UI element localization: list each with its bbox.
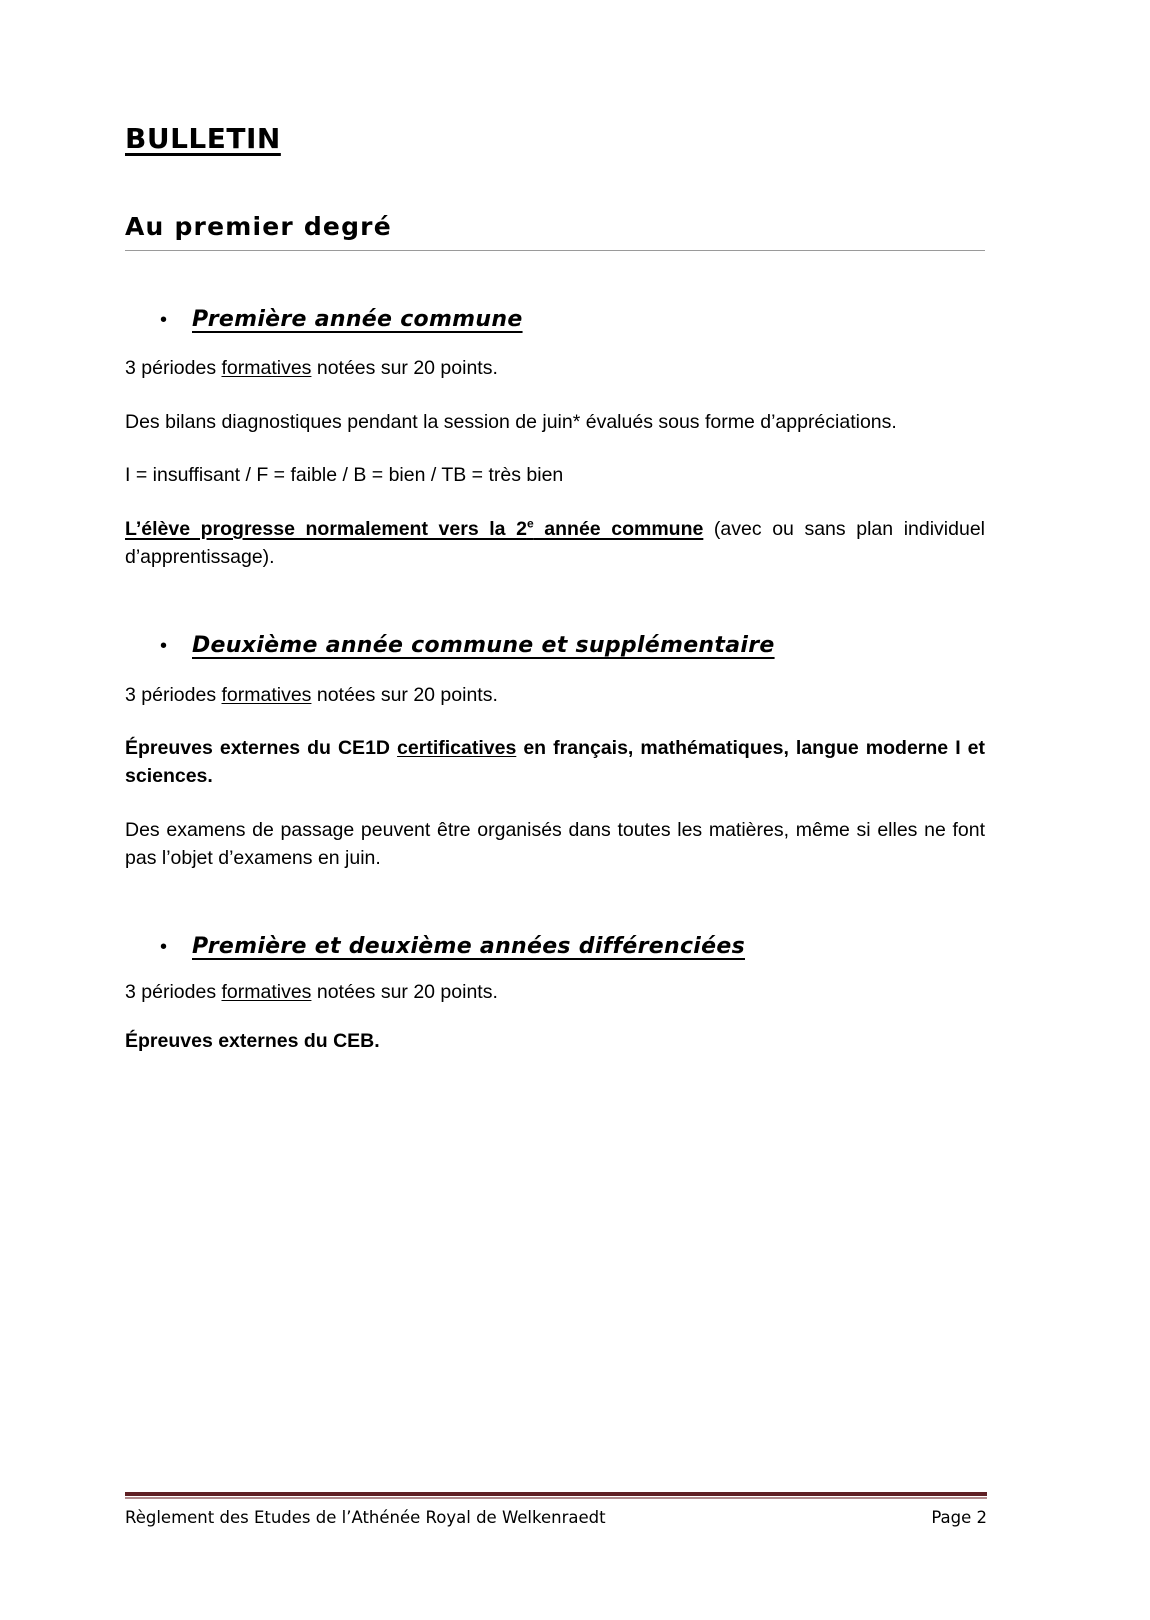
page-title xyxy=(125,0,985,155)
text-underlined-formatives: formatives xyxy=(221,683,312,706)
footer-document-name: Règlement des Etudes de l’Athénée Royal de Welkenraedt xyxy=(125,1507,606,1527)
section-heading: Au premier degré xyxy=(125,155,985,251)
text-fragment: notées sur 20 points. xyxy=(311,980,498,1003)
bullet-dot-icon: • xyxy=(160,308,168,331)
bullet-heading-deuxieme-annee-commune xyxy=(125,633,985,659)
paragraph-examens-de-passage: Des examens de passage peuvent être organisés dans toutes les matières, même si elles ne font pas l’objet d’examens en juin. xyxy=(125,818,985,869)
paragraph-periodes-formatives-2 xyxy=(125,682,985,710)
page-title-text: BULLETIN xyxy=(125,122,281,155)
text-fragment: Épreuves externes du CE1D xyxy=(125,737,398,760)
text-fragment: 3 périodes xyxy=(125,683,222,706)
document-content xyxy=(125,0,985,1056)
paragraph-eleve-progresse xyxy=(125,516,985,571)
paragraph-epreuves-ceb xyxy=(125,1028,985,1056)
bullet-heading-label: Deuxième année commune et supplémentaire xyxy=(192,633,775,659)
bullet-dot-icon: • xyxy=(160,936,168,959)
bullet-dot-icon: • xyxy=(160,635,168,658)
text-fragment: année commune xyxy=(533,518,704,540)
bullet-heading-annees-differenciees xyxy=(125,934,985,960)
page-footer xyxy=(125,1492,987,1527)
text-superscript-ordinal: e xyxy=(526,516,534,531)
footer-rule-top xyxy=(125,1492,987,1496)
text-underlined-formatives: formatives xyxy=(221,980,312,1003)
text-underlined-formatives: formatives xyxy=(221,356,312,379)
text-bold-fragment xyxy=(125,737,985,787)
text-fragment: (avec ou sans plan individuel d’apprentissage). xyxy=(125,518,986,568)
bullet-heading-label: Première et deuxième années différenciées xyxy=(192,934,745,960)
paragraph-periodes-formatives-3 xyxy=(125,979,985,1007)
bullet-heading-label: Première année commune xyxy=(192,306,523,332)
footer-row xyxy=(125,1499,987,1527)
paragraph-legende-appreciations: I = insuffisant / F = faible / B = bien / TB = très bien xyxy=(125,464,564,487)
text-fragment: notées sur 20 points. xyxy=(311,683,498,706)
text-fragment: en français, mathématiques, langue moderne I et sciences. xyxy=(125,737,985,788)
bullet-heading-premiere-annee-commune xyxy=(125,307,985,333)
text-underlined-certificatives: certificatives xyxy=(397,737,517,760)
text-fragment: 3 périodes xyxy=(125,980,222,1003)
text-fragment: notées sur 20 points. xyxy=(311,356,498,379)
text-bold-fragment: Épreuves externes du CEB. xyxy=(125,1030,380,1053)
paragraph-periodes-formatives-1 xyxy=(125,355,985,383)
text-bold-underlined-fragment xyxy=(125,518,703,540)
paragraph-epreuves-ce1d xyxy=(125,735,985,790)
text-fragment: L’élève progresse normalement vers la 2 xyxy=(125,518,527,540)
text-fragment: 3 périodes xyxy=(125,356,222,379)
footer-page-number: Page 2 xyxy=(931,1507,987,1527)
paragraph-bilans-diagnostiques: Des bilans diagnostiques pendant la session de juin* évalués sous forme d’appréciations. xyxy=(125,410,897,433)
